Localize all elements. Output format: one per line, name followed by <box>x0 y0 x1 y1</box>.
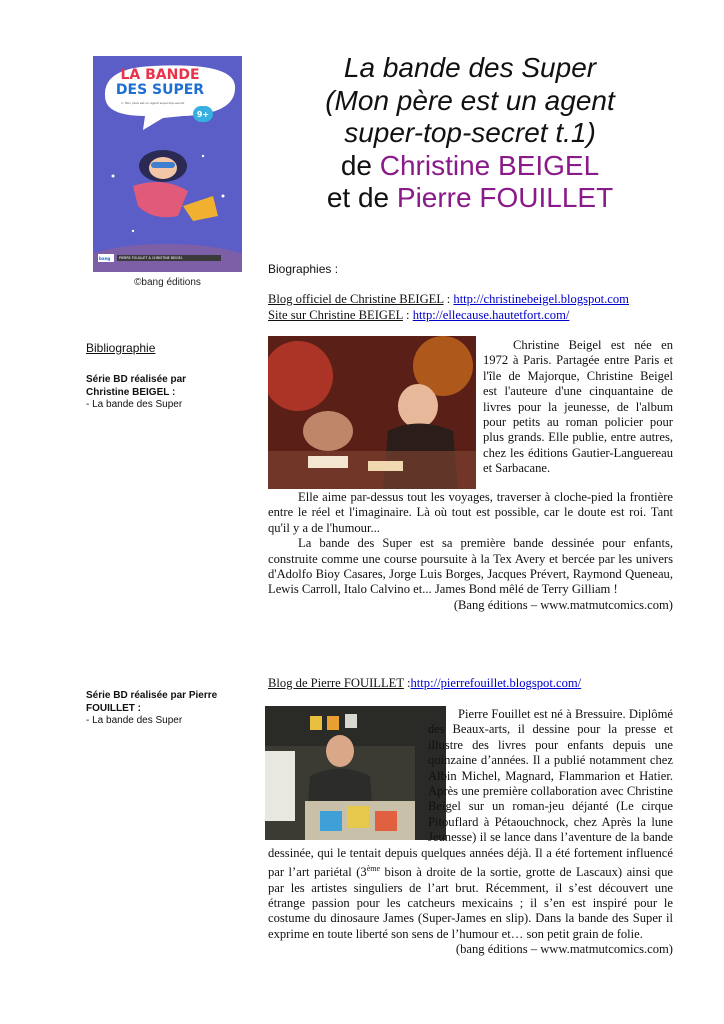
fouillet-source: (bang éditions – www.matmutcomics.com) <box>455 942 673 957</box>
title-line3: super-top-secret t.1) <box>344 117 596 148</box>
cover-credit: ©bang éditions <box>134 277 201 288</box>
cover-authors: PIERRE FOUILLET & CHRISTINE BEIGEL <box>119 256 183 260</box>
beigel-series-item: - La bande des Super <box>86 399 183 410</box>
beigel-series-block <box>86 374 226 412</box>
cover-age-badge: 9+ <box>196 110 210 119</box>
beigel-blog-label: Blog officiel de Christine BEIGEL <box>268 292 444 306</box>
title-de: de <box>340 149 380 181</box>
cover-publisher-logo: bang <box>99 256 111 261</box>
cover-subtitle: 1. Mon père est un agent super-top-secret <box>121 101 185 105</box>
beigel-para3: La bande des Super est sa première bande dessinée pour enfants, construite comme une course poursuite à la Tex Avery et bercée par les univers d'Adolfo Bioy Casares, Jorge Luis Borges, Jacques Prévert, Raymond Queneau, Lewis Carroll, Italo Calvino et... James Bond mêlé de Terry Gilliam ! <box>268 536 673 597</box>
fouillet-para1-sup: ème <box>366 864 381 874</box>
beigel-text <box>268 490 673 613</box>
beigel-source: (Bang éditions – www.matmutcomics.com) <box>453 597 673 612</box>
beigel-para2: Elle aime par-dessus tout les voyages, traverser à cloche-pied la frontière entre le réel et l'imaginaire. Là où tout est possible, car le doute est roi. Tant qu'il y a de l'humour... <box>268 490 673 535</box>
title-line2: (Mon père est un agent <box>325 84 615 116</box>
fouillet-series-item: - La bande des Super <box>86 715 183 726</box>
fouillet-series-block <box>86 690 226 728</box>
cover-title <box>115 68 205 98</box>
book-cover <box>93 56 242 272</box>
fouillet-para1-end: bison à droite de la sortie, grotte de Lascaux) ainsi que par les artistes singuliers de l’art brut. Récemment, il s’est découvert une étrange passion pour les catcheurs mexicains ; il s’en est inspiré pour le costume du dinosaure James (Super-James en slip). Dans la bande des Super il exprime en toute liberté son sens de l’humour et… son petit grain de folie. <box>268 865 674 941</box>
beigel-para1-text: Christine Beigel est née en 1972 à Paris. Partagée entre Paris et l'île de Majorque, Christine Beigel est l'auteure d'une cinquantaine de livres pour la jeunesse, de l'album pour petits au roman policier pour plus grands. Elle publie, entre autres, chez les éditions Gautier-Languereau et Sarbacane. <box>483 338 673 476</box>
title-author2: Pierre FOUILLET <box>396 182 614 213</box>
bibliography-heading: Bibliographie <box>86 341 156 355</box>
fouillet-blog-label: Blog de Pierre FOUILLET <box>268 676 404 690</box>
fouillet-text <box>268 707 673 958</box>
fouillet-para1 <box>268 707 673 942</box>
biographies-label: Biographies : <box>268 262 339 276</box>
beigel-series-label: Série BD réalisée par Christine BEIGEL : <box>86 374 187 398</box>
fouillet-blog-link[interactable]: http://pierrefouillet.blogspot.com/ <box>410 676 582 690</box>
cover-title-line2: DES SUPER <box>115 82 205 98</box>
page-title <box>262 52 678 215</box>
photo-float-spacer <box>238 707 428 845</box>
fouillet-para1-start: Pierre Fouillet est né à Bressuire. Diplômé des Beaux-arts, il dessine pour la presse et illustre des livres pour enfants depuis une quinzaine d’années. Il a publié notamment chez Albin Michel, Magnard, Flammarion et Hatier. Après une première collaboration avec Christine Beigel sur un roman-jeu déjanté (Le cirque Pitouflard à Pétaouchnock, chez Après la lune Jeunesse) il se lance dans l’aventure de la bande dessinée, qui le tentait depuis quelques années déjà. Il a été fortement influencé par l’art pariétal (3 <box>268 707 673 880</box>
beigel-photo <box>268 336 476 489</box>
fouillet-links: Blog de Pierre FOUILLET :http://pierrefouillet.blogspot.com/ <box>268 676 582 690</box>
fouillet-series-label: Série BD réalisée par Pierre FOUILLET : <box>86 690 218 714</box>
title-line1: La bande des Super <box>343 52 597 83</box>
beigel-links: Blog officiel de Christine BEIGEL : http://christinebeigel.blogspot.com Site sur Christine BEIGEL : http://ellecause.hautetfort.com/ <box>268 292 629 322</box>
title-author1: Christine BEIGEL <box>379 149 600 181</box>
title-et-de: et de <box>326 182 397 213</box>
beigel-site-label: Site sur Christine BEIGEL <box>268 307 403 322</box>
beigel-para1 <box>483 338 673 477</box>
beigel-site-link[interactable]: http://ellecause.hautetfort.com/ <box>412 307 570 322</box>
cover-title-line1: LA BANDE <box>120 67 200 83</box>
beigel-blog-link[interactable]: http://christinebeigel.blogspot.com <box>453 292 629 306</box>
